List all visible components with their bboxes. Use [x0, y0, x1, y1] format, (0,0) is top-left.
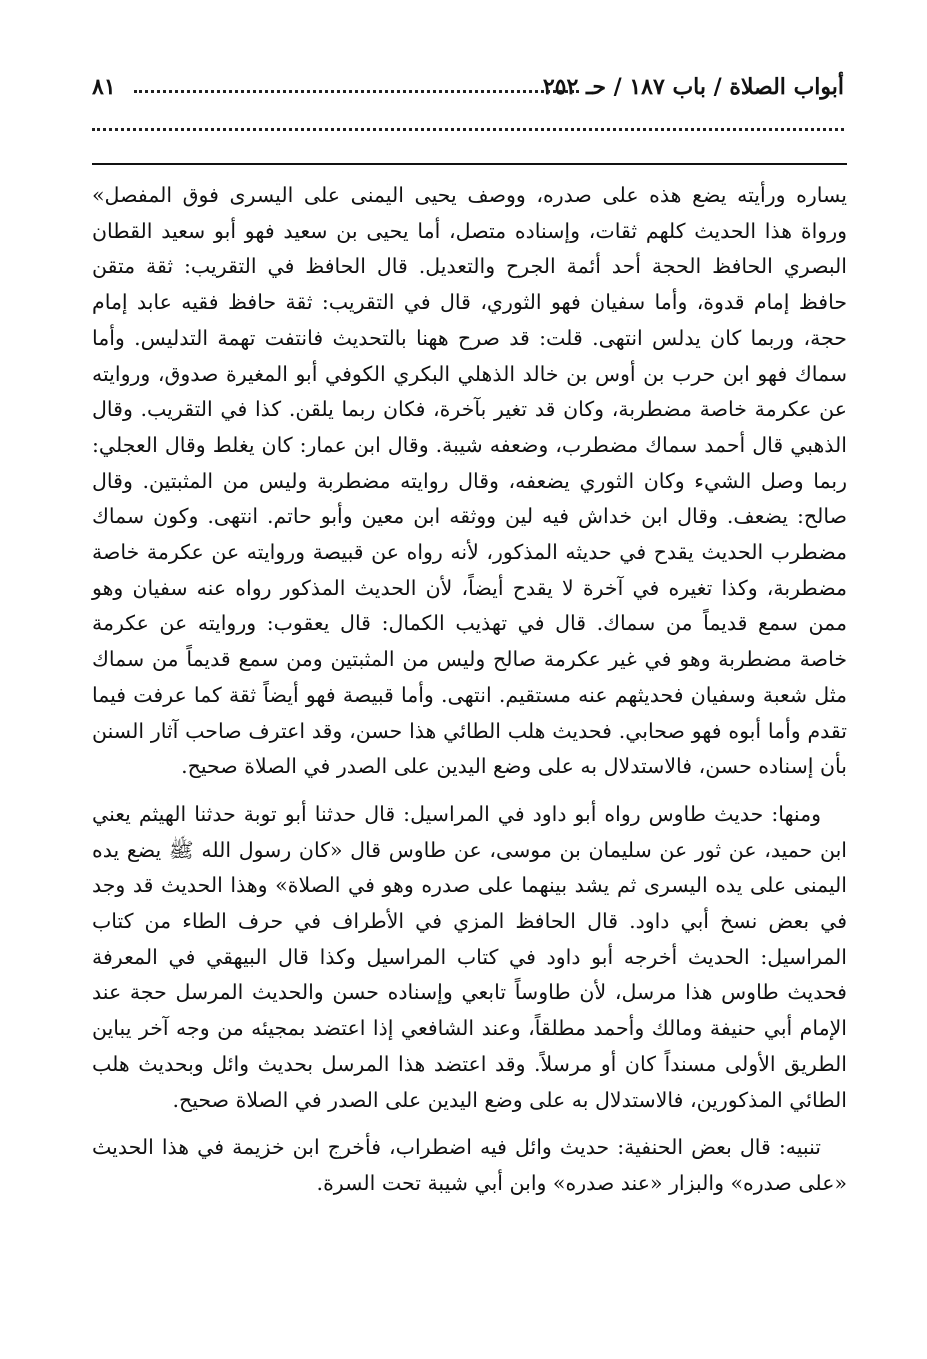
running-header	[92, 66, 844, 110]
paragraph: تنبيه: قال بعض الحنفية: حديث وائل فيه اضطراب، فأخرج ابن خزيمة في هذا الحديث «على صدره» والبزار «عند صدره» وابن أبي شيبة تحت السرة.	[92, 1135, 847, 1195]
paragraph: ومنها: حديث طاوس رواه أبو داود في المراسيل: قال حدثنا أبو توبة حدثنا الهيثم يعني ابن حميد، عن ثور عن سليمان بن موسى، عن طاوس قال «كان رسول الله ﷺ يضع يده اليمنى على يده اليسرى ثم يشد بينهما على صدره وهو في الصلاة» وهذا الحديث قد وجد في بعض نسخ أبي داود. قال الحافظ المزي في الأطراف في حرف الطاء من كتاب المراسيل: الحديث أخرجه أبو داود في كتاب المراسيل وكذا قال البيهقي في المعرفة فحديث طاوس هذا مرسل، لأن طاوساً تابعي وإسناده حسن والحديث المرسل حجة عند الإمام أبي حنيفة ومالك وأحمد مطلقاً، وعند الشافعي إذا اعتضد بمجيئه من وجه آخر يباين الطريق الأولى مسنداً كان أو مرسلاً. وقد اعتضد هذا المرسل بحديث وائل وبحديث هلب الطائي المذكورين، فالاستدلال به على وضع اليدين على الصدر في الصلاة صحيح.	[92, 801, 847, 1112]
dot-separator	[92, 128, 844, 131]
page-number: ٨١	[92, 74, 116, 100]
main-text	[92, 178, 847, 1202]
paragraph: يساره ورأيته يضع هذه على صدره، ووصف يحيى اليمنى على اليسرى فوق المفصل» ورواة هذا الحديث كلهم ثقات، وإسناده متصل، أما يحيى بن سعيد فهو أبو سعيد القطان البصري الحافظ الحجة أحد أئمة الجرح والتعديل. قال الحافظ في التقريب: ثقة متقن حافظ إمام قدوة، وأما سفيان فهو الثوري، قال في التقريب: ثقة حافظ فقيه عابد إمام حجة، وربما كان يدلس انتهى. قلت: قد صرح ههنا بالتحديث فانتفت تهمة التدليس. وأما سماك فهو ابن حرب بن أوس بن خالد الذهلي البكري الكوفي أبو المغيرة صدوق، وروايته عن عكرمة خاصة مضطربة، وكان قد تغير بآخرة، فكان ربما يلقن. كذا في التقريب. وقال الذهبي قال أحمد سماك مضطرب، وضعفه شيبة. وقال ابن عمار: كان يغلط وقال العجلي: ربما وصل الشيء وكان الثوري يضعفه، وقال روايته مضطربة وليس من المثبتين. وقال صالح: يضعف. وقال ابن خداش فيه لين ووثقه ابن معين وأبو حاتم. انتهى. وكون سماك مضطرب الحديث يقدح في حديثه المذكور، لأنه رواه عن قبيصة وروايته عن عكرمة خاصة مضطربة، وكذا تغيره في آخرة لا يقدح أيضاً، لأن الحديث المذكور رواه عنه سفيان وهو ممن سمع قديماً من سماك. قال في تهذيب الكمال: قال يعقوب: وروايته عن عكرمة خاصة مضطربة وهو في غير عكرمة صالح وليس من المثبتين ومن سمع قديماً من سماك مثل شعبة وسفيان فحديثهم عنه مستقيم. انتهى. وأما قبيصة فهو أيضاً ثقة كما عرفت فيما تقدم وأما أبوه فهو صحابي. فحديث هلب الطائي هذا حسن، وقد اعترف صاحب آثار السنن بأن إسناده حسن، فالاستدلال به على وضع اليدين على الصدر في الصلاة صحيح.	[92, 183, 847, 779]
horizontal-rule	[92, 163, 847, 165]
chapter-title: أبواب الصلاة / باب ١٨٧ / حـ ٢٥٢	[542, 74, 844, 100]
header-dot-leader	[134, 80, 579, 93]
